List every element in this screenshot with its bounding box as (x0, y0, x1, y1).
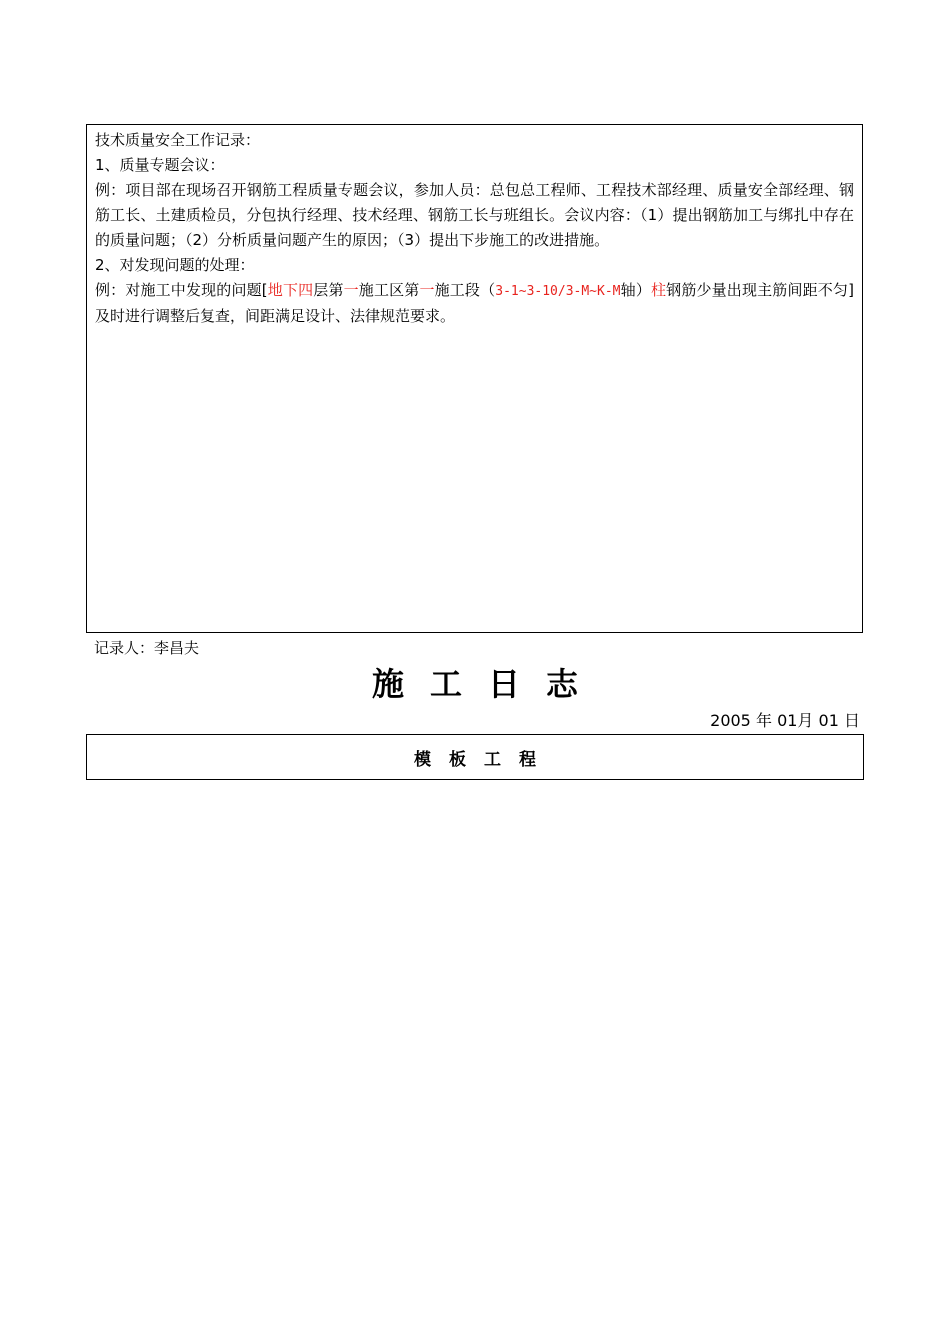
page-title: 施工日志 (371, 665, 604, 703)
member-type: 柱 (650, 281, 667, 299)
date-month: 01 (777, 711, 798, 730)
item2-text-1: 层第 (313, 281, 344, 299)
recorder-label: 记录人： (94, 639, 155, 657)
item2-text-3: 施工段（ (434, 281, 496, 299)
item2-title: 2、对发现问题的处理： (95, 256, 255, 274)
date-day: 01 (818, 711, 839, 730)
axis-range: 3-1~3-10/3-M~K-M (495, 284, 621, 299)
recorder-line (94, 637, 199, 659)
date-year-unit: 年 (755, 711, 772, 730)
section-title: 模板工程 (414, 749, 554, 770)
date-year: 2005 (710, 711, 751, 730)
technical-quality-safety-record (86, 124, 863, 633)
date-line (710, 709, 860, 733)
section-header (86, 734, 864, 780)
item2-body (95, 278, 854, 329)
date-day-unit: 日 (843, 711, 860, 730)
date-month-unit: 月 (797, 711, 814, 730)
item2-text-2: 施工区第 (358, 281, 420, 299)
record-heading: 技术质量安全工作记录： (95, 131, 261, 149)
item2-text-4: 轴） (620, 281, 651, 299)
item2-suffix: 钢筋少量出现主筋间距不匀]及时进行调整后复查，间距满足设计、法律规范要求。 (95, 281, 854, 325)
item2-prefix: 例：对施工中发现的问题[ (95, 281, 268, 299)
floor-value: 地下四 (267, 281, 314, 299)
recorder-name: 李昌夫 (154, 639, 200, 657)
segment-number: 一 (419, 281, 435, 299)
item1-title: 1、质量专题会议： (95, 156, 225, 174)
zone-number: 一 (343, 281, 359, 299)
item1-body: 例：项目部在现场召开钢筋工程质量专题会议，参加人员：总包总工程师、工程技术部经理、质量安全部经理、钢筋工长、土建质检员，分包执行经理、技术经理、钢筋工长与班组长。会议内容：（1）提出钢筋加工与绑扎中存在的质量问题；（2）分析质量问题产生的原因；（3）提出下步施工的改进措施。 (95, 181, 854, 249)
